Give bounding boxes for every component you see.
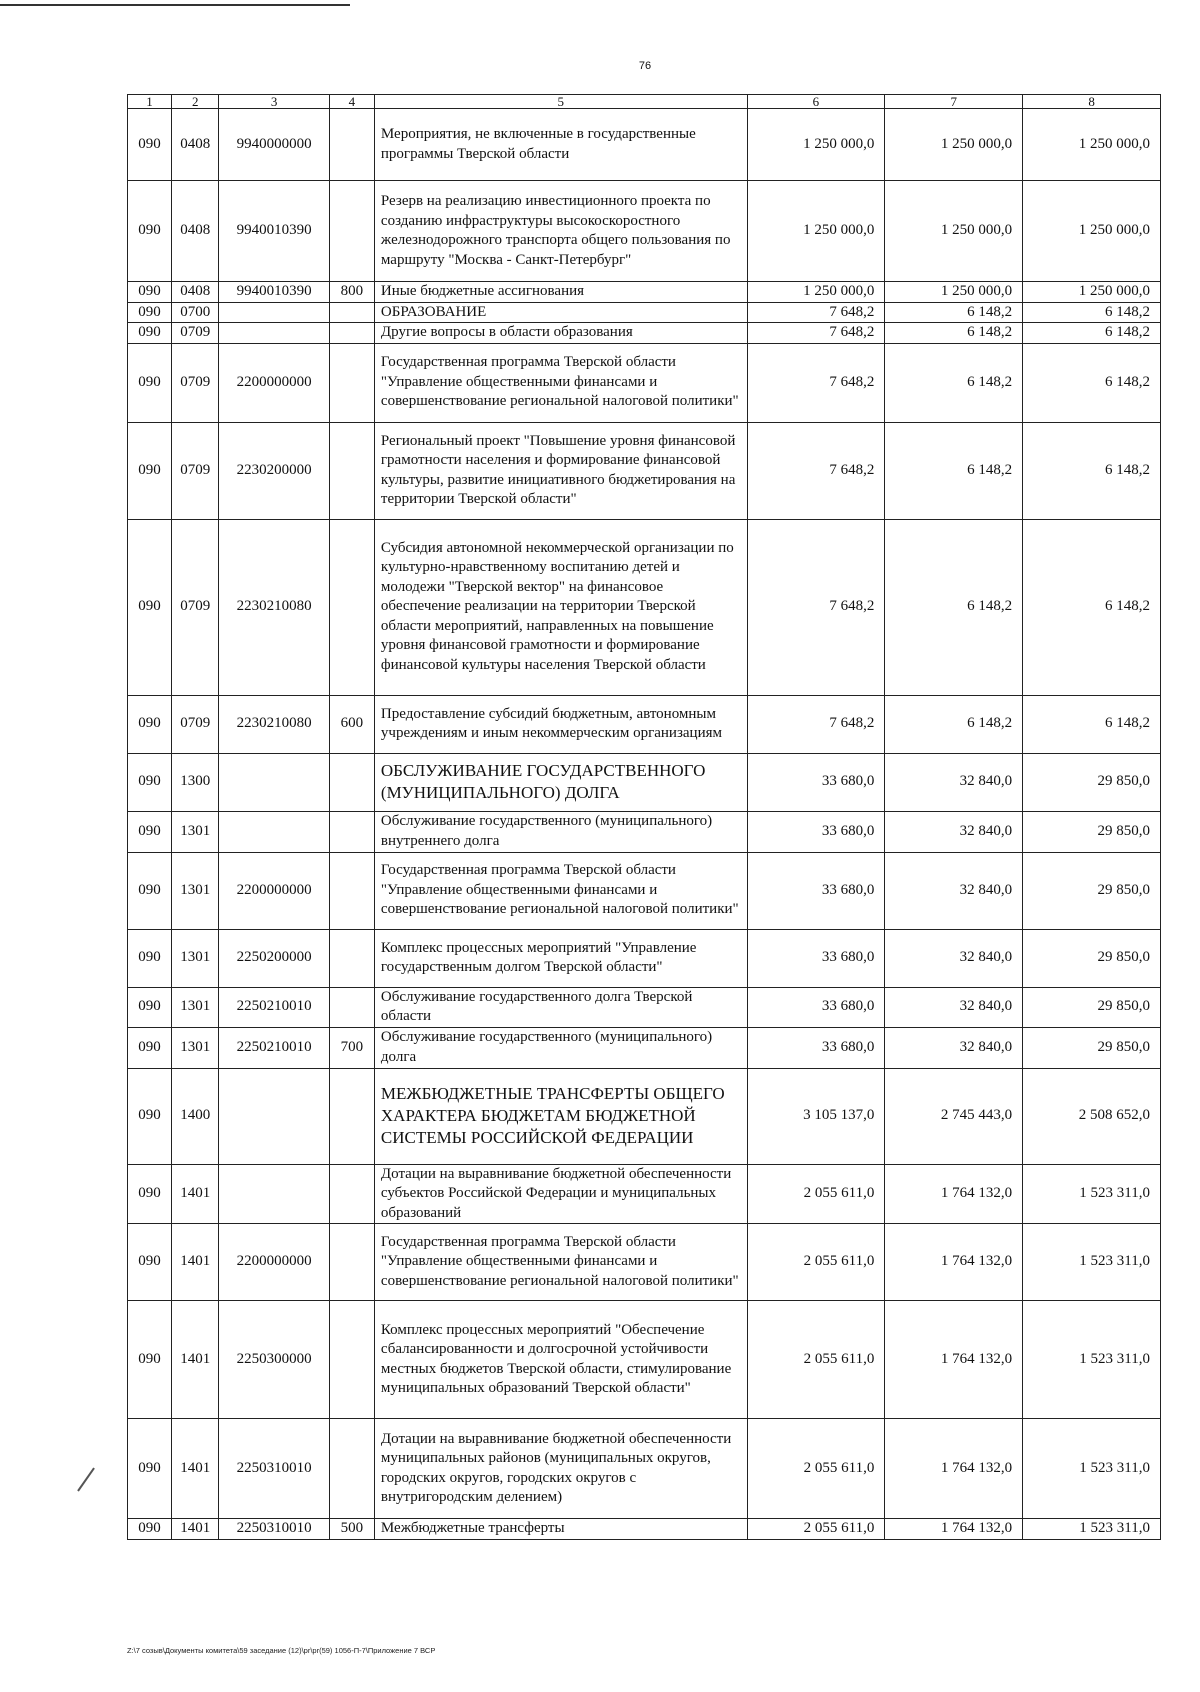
target-code-cell bbox=[219, 753, 329, 811]
amount-year3-cell: 6 148,2 bbox=[1023, 695, 1161, 753]
amount-year2-cell: 1 764 132,0 bbox=[885, 1419, 1023, 1519]
name-cell: Обслуживание государственного (муниципального) внутреннего долга bbox=[374, 811, 747, 852]
name-cell: Другие вопросы в области образования bbox=[374, 323, 747, 344]
section-code-cell: 0709 bbox=[172, 323, 219, 344]
admin-code-cell: 090 bbox=[128, 1027, 172, 1068]
expense-type-cell bbox=[329, 181, 374, 282]
admin-code-cell: 090 bbox=[128, 811, 172, 852]
amount-year2-cell: 1 764 132,0 bbox=[885, 1224, 1023, 1301]
section-code-cell: 1401 bbox=[172, 1519, 219, 1540]
expense-type-cell bbox=[329, 987, 374, 1027]
amount-year3-cell: 1 523 311,0 bbox=[1023, 1164, 1161, 1224]
target-code-cell: 2200000000 bbox=[219, 343, 329, 422]
header-cell: 4 bbox=[329, 95, 374, 109]
target-code-cell: 2250310010 bbox=[219, 1419, 329, 1519]
amount-year3-cell: 29 850,0 bbox=[1023, 929, 1161, 987]
table-row bbox=[128, 1224, 1161, 1301]
amount-year1-cell: 1 250 000,0 bbox=[747, 282, 885, 303]
target-code-cell: 2250210010 bbox=[219, 987, 329, 1027]
admin-code-cell: 090 bbox=[128, 181, 172, 282]
amount-year1-cell: 33 680,0 bbox=[747, 1027, 885, 1068]
name-cell: Мероприятия, не включенные в государственные программы Тверской области bbox=[374, 109, 747, 181]
name-cell: Обслуживание государственного (муниципального) долга bbox=[374, 1027, 747, 1068]
table-row bbox=[128, 1519, 1161, 1540]
admin-code-cell: 090 bbox=[128, 1068, 172, 1164]
amount-year1-cell: 7 648,2 bbox=[747, 343, 885, 422]
target-code-cell: 2250210010 bbox=[219, 1027, 329, 1068]
table-row bbox=[128, 1419, 1161, 1519]
amount-year2-cell: 6 148,2 bbox=[885, 343, 1023, 422]
admin-code-cell: 090 bbox=[128, 323, 172, 344]
amount-year1-cell: 33 680,0 bbox=[747, 852, 885, 929]
target-code-cell: 2200000000 bbox=[219, 1224, 329, 1301]
amount-year2-cell: 32 840,0 bbox=[885, 1027, 1023, 1068]
name-cell: Обслуживание государственного долга Тверской области bbox=[374, 987, 747, 1027]
admin-code-cell: 090 bbox=[128, 519, 172, 695]
page-number: 76 bbox=[638, 60, 652, 72]
amount-year2-cell: 32 840,0 bbox=[885, 852, 1023, 929]
admin-code-cell: 090 bbox=[128, 753, 172, 811]
top-border-line bbox=[0, 4, 350, 6]
header-cell: 3 bbox=[219, 95, 329, 109]
section-code-cell: 1401 bbox=[172, 1419, 219, 1519]
amount-year3-cell: 1 250 000,0 bbox=[1023, 181, 1161, 282]
expense-type-cell bbox=[329, 343, 374, 422]
name-cell: Региональный проект "Повышение уровня финансовой грамотности населения и формирование финансовой культуры, развитие инициативного бюджетирования на территории Тверской области" bbox=[374, 422, 747, 519]
amount-year2-cell: 6 148,2 bbox=[885, 422, 1023, 519]
name-cell: Субсидия автономной некоммерческой организации по культурно-нравственному воспитанию детей и молодежи "Тверской вектор" на финансовое обеспечение реализации на территории Тверской области мероприятий, направленных на повышение уровня финансовой грамотности и формирование финансовой культуры населения Тверской области bbox=[374, 519, 747, 695]
target-code-cell: 2230210080 bbox=[219, 695, 329, 753]
amount-year3-cell: 29 850,0 bbox=[1023, 987, 1161, 1027]
pen-mark bbox=[77, 1467, 95, 1491]
expense-type-cell: 700 bbox=[329, 1027, 374, 1068]
expense-type-cell bbox=[329, 1301, 374, 1419]
admin-code-cell: 090 bbox=[128, 1164, 172, 1224]
amount-year1-cell: 2 055 611,0 bbox=[747, 1519, 885, 1540]
name-cell: Иные бюджетные ассигнования bbox=[374, 282, 747, 303]
target-code-cell: 2250300000 bbox=[219, 1301, 329, 1419]
amount-year1-cell: 33 680,0 bbox=[747, 929, 885, 987]
amount-year1-cell: 7 648,2 bbox=[747, 422, 885, 519]
target-code-cell: 2230210080 bbox=[219, 519, 329, 695]
admin-code-cell: 090 bbox=[128, 1519, 172, 1540]
section-code-cell: 1301 bbox=[172, 1027, 219, 1068]
expense-type-cell bbox=[329, 422, 374, 519]
header-cell: 8 bbox=[1023, 95, 1161, 109]
table-row bbox=[128, 1068, 1161, 1164]
section-code-cell: 0408 bbox=[172, 109, 219, 181]
amount-year3-cell: 1 523 311,0 bbox=[1023, 1301, 1161, 1419]
admin-code-cell: 090 bbox=[128, 987, 172, 1027]
admin-code-cell: 090 bbox=[128, 302, 172, 323]
amount-year2-cell: 6 148,2 bbox=[885, 323, 1023, 344]
table-row bbox=[128, 695, 1161, 753]
section-code-cell: 0709 bbox=[172, 519, 219, 695]
name-cell: Резерв на реализацию инвестиционного проекта по созданию инфраструктуры высокоскоростного железнодорожного транспорта общего пользования по маршруту "Москва - Санкт-Петербург" bbox=[374, 181, 747, 282]
admin-code-cell: 090 bbox=[128, 422, 172, 519]
amount-year3-cell: 1 523 311,0 bbox=[1023, 1419, 1161, 1519]
amount-year3-cell: 1 523 311,0 bbox=[1023, 1224, 1161, 1301]
target-code-cell bbox=[219, 302, 329, 323]
expense-type-cell bbox=[329, 852, 374, 929]
name-cell: ОБРАЗОВАНИЕ bbox=[374, 302, 747, 323]
section-code-cell: 0709 bbox=[172, 343, 219, 422]
amount-year3-cell: 6 148,2 bbox=[1023, 422, 1161, 519]
section-code-cell: 0709 bbox=[172, 695, 219, 753]
header-cell: 1 bbox=[128, 95, 172, 109]
table-row bbox=[128, 929, 1161, 987]
admin-code-cell: 090 bbox=[128, 282, 172, 303]
expense-type-cell bbox=[329, 753, 374, 811]
table-row bbox=[128, 343, 1161, 422]
amount-year1-cell: 7 648,2 bbox=[747, 302, 885, 323]
amount-year1-cell: 2 055 611,0 bbox=[747, 1301, 885, 1419]
section-code-cell: 0408 bbox=[172, 282, 219, 303]
section-code-cell: 1300 bbox=[172, 753, 219, 811]
amount-year2-cell: 1 250 000,0 bbox=[885, 181, 1023, 282]
section-code-cell: 1301 bbox=[172, 852, 219, 929]
amount-year1-cell: 2 055 611,0 bbox=[747, 1224, 885, 1301]
table-row bbox=[128, 109, 1161, 181]
amount-year2-cell: 6 148,2 bbox=[885, 695, 1023, 753]
name-cell: Дотации на выравнивание бюджетной обеспеченности субъектов Российской Федерации и муниципальных образований bbox=[374, 1164, 747, 1224]
amount-year2-cell: 32 840,0 bbox=[885, 987, 1023, 1027]
target-code-cell: 2230200000 bbox=[219, 422, 329, 519]
name-cell: Дотации на выравнивание бюджетной обеспеченности муниципальных районов (муниципальных округов, городских округов, городских округов с внутригородским делением) bbox=[374, 1419, 747, 1519]
amount-year3-cell: 29 850,0 bbox=[1023, 753, 1161, 811]
target-code-cell: 2250310010 bbox=[219, 1519, 329, 1540]
header-cell: 5 bbox=[374, 95, 747, 109]
expense-type-cell bbox=[329, 1068, 374, 1164]
amount-year2-cell: 1 764 132,0 bbox=[885, 1519, 1023, 1540]
amount-year3-cell: 29 850,0 bbox=[1023, 852, 1161, 929]
expense-type-cell bbox=[329, 1419, 374, 1519]
amount-year3-cell: 6 148,2 bbox=[1023, 519, 1161, 695]
name-cell: Государственная программа Тверской области "Управление общественными финансами и совершенствование региональной налоговой политики" bbox=[374, 343, 747, 422]
amount-year2-cell: 32 840,0 bbox=[885, 929, 1023, 987]
amount-year1-cell: 1 250 000,0 bbox=[747, 109, 885, 181]
admin-code-cell: 090 bbox=[128, 109, 172, 181]
target-code-cell: 2250200000 bbox=[219, 929, 329, 987]
expense-type-cell bbox=[329, 811, 374, 852]
amount-year3-cell: 29 850,0 bbox=[1023, 811, 1161, 852]
amount-year1-cell: 1 250 000,0 bbox=[747, 181, 885, 282]
section-code-cell: 0408 bbox=[172, 181, 219, 282]
target-code-cell bbox=[219, 323, 329, 344]
amount-year3-cell: 6 148,2 bbox=[1023, 343, 1161, 422]
expense-type-cell bbox=[329, 929, 374, 987]
name-cell: Государственная программа Тверской области "Управление общественными финансами и совершенствование региональной налоговой политики" bbox=[374, 852, 747, 929]
name-cell: Государственная программа Тверской области "Управление общественными финансами и совершенствование региональной налоговой политики" bbox=[374, 1224, 747, 1301]
table-row bbox=[128, 422, 1161, 519]
expense-type-cell bbox=[329, 302, 374, 323]
table-row bbox=[128, 987, 1161, 1027]
amount-year2-cell: 1 764 132,0 bbox=[885, 1164, 1023, 1224]
amount-year1-cell: 2 055 611,0 bbox=[747, 1419, 885, 1519]
table-row bbox=[128, 1164, 1161, 1224]
amount-year3-cell: 6 148,2 bbox=[1023, 323, 1161, 344]
section-code-cell: 0709 bbox=[172, 422, 219, 519]
expense-type-cell bbox=[329, 519, 374, 695]
expense-type-cell bbox=[329, 1164, 374, 1224]
amount-year1-cell: 33 680,0 bbox=[747, 811, 885, 852]
admin-code-cell: 090 bbox=[128, 1224, 172, 1301]
table-row bbox=[128, 852, 1161, 929]
table-row bbox=[128, 181, 1161, 282]
target-code-cell bbox=[219, 1068, 329, 1164]
table-row bbox=[128, 1027, 1161, 1068]
table-row bbox=[128, 811, 1161, 852]
admin-code-cell: 090 bbox=[128, 852, 172, 929]
amount-year2-cell: 32 840,0 bbox=[885, 753, 1023, 811]
admin-code-cell: 090 bbox=[128, 1419, 172, 1519]
section-code-cell: 0700 bbox=[172, 302, 219, 323]
header-row bbox=[128, 95, 1161, 109]
target-code-cell bbox=[219, 811, 329, 852]
amount-year3-cell: 6 148,2 bbox=[1023, 302, 1161, 323]
expense-type-cell bbox=[329, 1224, 374, 1301]
admin-code-cell: 090 bbox=[128, 929, 172, 987]
section-code-cell: 1301 bbox=[172, 929, 219, 987]
amount-year1-cell: 7 648,2 bbox=[747, 695, 885, 753]
amount-year2-cell: 1 250 000,0 bbox=[885, 109, 1023, 181]
name-cell: Комплекс процессных мероприятий "Управление государственным долгом Тверской области" bbox=[374, 929, 747, 987]
name-cell: ОБСЛУЖИВАНИЕ ГОСУДАРСТВЕННОГО (МУНИЦИПАЛЬНОГО) ДОЛГА bbox=[374, 753, 747, 811]
footer-file-path: Z:\7 созыв\Документы комитета\59 заседание (12)\pr\pr(59) 1056-П-7\Приложение 7 ВСР bbox=[127, 1646, 436, 1655]
amount-year2-cell: 6 148,2 bbox=[885, 302, 1023, 323]
target-code-cell bbox=[219, 1164, 329, 1224]
target-code-cell: 2200000000 bbox=[219, 852, 329, 929]
target-code-cell: 9940010390 bbox=[219, 282, 329, 303]
amount-year2-cell: 2 745 443,0 bbox=[885, 1068, 1023, 1164]
table-row bbox=[128, 302, 1161, 323]
amount-year2-cell: 6 148,2 bbox=[885, 519, 1023, 695]
table-row bbox=[128, 519, 1161, 695]
header-cell: 2 bbox=[172, 95, 219, 109]
section-code-cell: 1301 bbox=[172, 987, 219, 1027]
header-cell: 7 bbox=[885, 95, 1023, 109]
expense-type-cell: 800 bbox=[329, 282, 374, 303]
admin-code-cell: 090 bbox=[128, 695, 172, 753]
section-code-cell: 1400 bbox=[172, 1068, 219, 1164]
amount-year1-cell: 3 105 137,0 bbox=[747, 1068, 885, 1164]
amount-year2-cell: 1 250 000,0 bbox=[885, 282, 1023, 303]
name-cell: Межбюджетные трансферты bbox=[374, 1519, 747, 1540]
expense-type-cell: 500 bbox=[329, 1519, 374, 1540]
amount-year3-cell: 1 523 311,0 bbox=[1023, 1519, 1161, 1540]
expense-type-cell bbox=[329, 323, 374, 344]
table-row bbox=[128, 1301, 1161, 1419]
name-cell: Предоставление субсидий бюджетным, автономным учреждениям и иным некоммерческим организациям bbox=[374, 695, 747, 753]
amount-year2-cell: 32 840,0 bbox=[885, 811, 1023, 852]
section-code-cell: 1301 bbox=[172, 811, 219, 852]
amount-year3-cell: 29 850,0 bbox=[1023, 1027, 1161, 1068]
amount-year2-cell: 1 764 132,0 bbox=[885, 1301, 1023, 1419]
target-code-cell: 9940010390 bbox=[219, 181, 329, 282]
target-code-cell: 9940000000 bbox=[219, 109, 329, 181]
table-row bbox=[128, 282, 1161, 303]
name-cell: МЕЖБЮДЖЕТНЫЕ ТРАНСФЕРТЫ ОБЩЕГО ХАРАКТЕРА БЮДЖЕТАМ БЮДЖЕТНОЙ СИСТЕМЫ РОССИЙСКОЙ ФЕДЕРАЦИИ bbox=[374, 1068, 747, 1164]
amount-year1-cell: 2 055 611,0 bbox=[747, 1164, 885, 1224]
admin-code-cell: 090 bbox=[128, 343, 172, 422]
table-row bbox=[128, 753, 1161, 811]
section-code-cell: 1401 bbox=[172, 1224, 219, 1301]
amount-year3-cell: 1 250 000,0 bbox=[1023, 109, 1161, 181]
name-cell: Комплекс процессных мероприятий "Обеспечение сбалансированности и долгосрочной устойчивости местных бюджетов Тверской области, стимулирование муниципальных образований Тверской области" bbox=[374, 1301, 747, 1419]
expense-type-cell: 600 bbox=[329, 695, 374, 753]
section-code-cell: 1401 bbox=[172, 1301, 219, 1419]
expense-type-cell bbox=[329, 109, 374, 181]
admin-code-cell: 090 bbox=[128, 1301, 172, 1419]
header-cell: 6 bbox=[747, 95, 885, 109]
amount-year3-cell: 1 250 000,0 bbox=[1023, 282, 1161, 303]
amount-year1-cell: 7 648,2 bbox=[747, 519, 885, 695]
table-row bbox=[128, 323, 1161, 344]
amount-year3-cell: 2 508 652,0 bbox=[1023, 1068, 1161, 1164]
budget-table bbox=[127, 94, 1161, 1540]
section-code-cell: 1401 bbox=[172, 1164, 219, 1224]
amount-year1-cell: 7 648,2 bbox=[747, 323, 885, 344]
amount-year1-cell: 33 680,0 bbox=[747, 753, 885, 811]
amount-year1-cell: 33 680,0 bbox=[747, 987, 885, 1027]
